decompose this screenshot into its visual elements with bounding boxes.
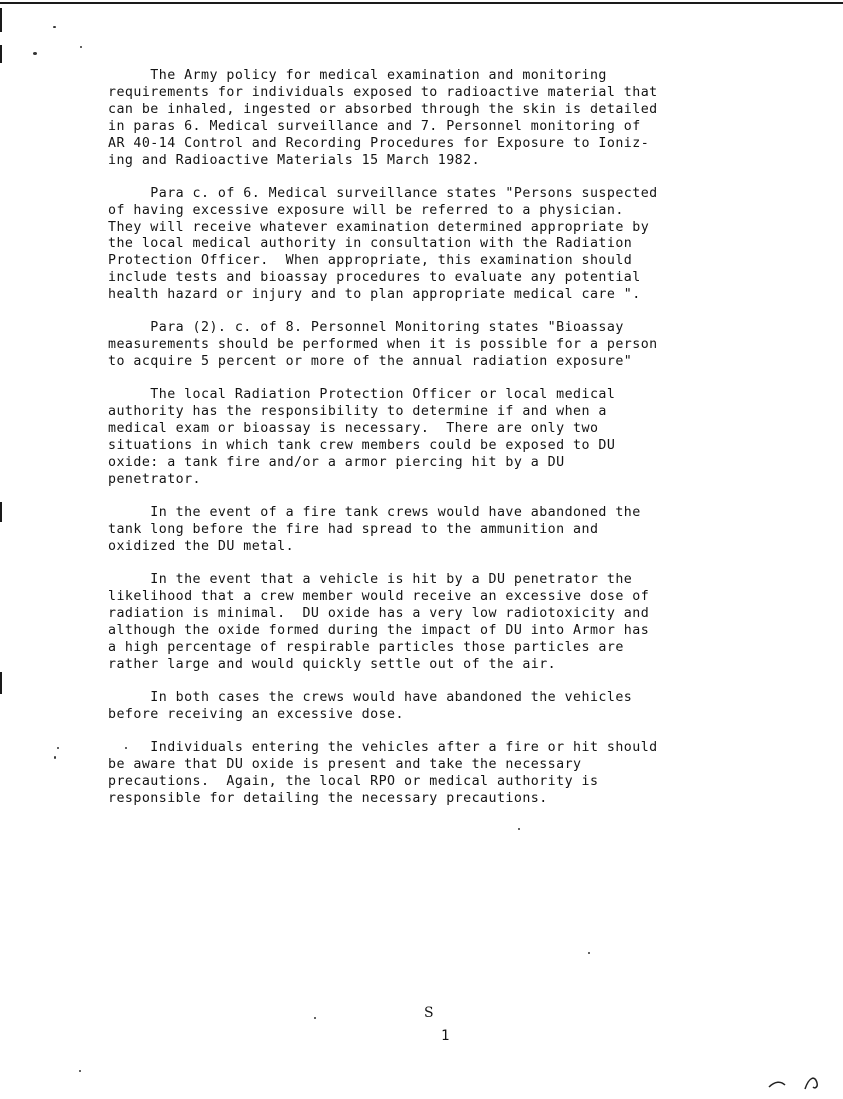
paragraph-rpo-responsibility: The local Radiation Protection Officer or local medical authority has the responsibility to determine if and when a medical exam or bioassay is necessary. There are only two situations in which tank crew members could be exposed to DU oxide: a tank fire and/or a armor piercing hit by a DU penetrator. — [108, 387, 616, 487]
scan-speck — [314, 1017, 316, 1019]
scan-left-mark — [0, 502, 2, 522]
scan-top-border — [0, 2, 843, 4]
scan-speck — [54, 756, 56, 759]
paragraph-army-policy: The Army policy for medical examination and monitoring requirements for individuals exposed to radioactive material that can be inhaled, ingested or absorbed through the skin is detailed in paras 6. Medical surveillance and 7. Personnel monitoring of AR 40-14 Control and Recording Procedures for Exposure to Ioniz- ing and Radioactive Materials 15 March 1982. — [108, 68, 658, 168]
paragraph-medical-surveillance: Para c. of 6. Medical surveillance states "Persons suspected of having excessive exposure will be referred to a physician. They will receive whatever examination determined appropriate by the local medical authority in consultation with the Radiation Protection Officer. When appropriate, this examination should include tests and bioassay procedures to evaluate any potential health hazard or injury and to plan appropriate medical care ". — [108, 185, 658, 303]
scan-speck — [518, 828, 520, 830]
scan-left-mark — [0, 45, 2, 63]
scan-speck — [33, 52, 37, 55]
handwritten-scribble-icon — [765, 1069, 825, 1093]
scan-left-mark — [0, 8, 2, 32]
page-number: 1 — [441, 1028, 450, 1044]
scan-speck — [53, 26, 56, 28]
paragraph-precautions: Individuals entering the vehicles after a fire or hit should be aware that DU oxide is present and take the necessary precautions. Again, the local RPO or medical authority is responsible for detailing the necessary precautions. — [108, 739, 658, 806]
stamp-letter: S — [424, 1005, 434, 1021]
scan-speck — [588, 952, 590, 954]
paragraph-penetrator-hit: In the event that a vehicle is hit by a DU penetrator the likelihood that a crew member would receive an excessive dose of radiation is minimal. DU oxide has a very low radiotoxicity and although the oxide formed during the impact of DU into Armor has a high percentage of respirable particles those particles are rather large and would quickly settle out of the air. — [108, 572, 650, 672]
paragraph-fire-event: In the event of a fire tank crews would have abandoned the tank long before the fire had spread to the ammunition and oxidized the DU metal. — [108, 505, 641, 554]
paragraph-both-cases: In both cases the crews would have abandoned the vehicles before receiving an excessive dose. — [108, 689, 633, 722]
scan-speck — [79, 1070, 81, 1072]
scan-speck — [80, 46, 82, 48]
paragraph-personnel-monitoring: Para (2). c. of 8. Personnel Monitoring states "Bioassay measurements should be performed when it is possible for a person to acquire 5 percent or more of the annual radiation exposure" — [108, 320, 658, 370]
memo-body — [108, 68, 808, 824]
scan-left-mark — [0, 672, 2, 694]
scan-speck — [57, 747, 59, 749]
